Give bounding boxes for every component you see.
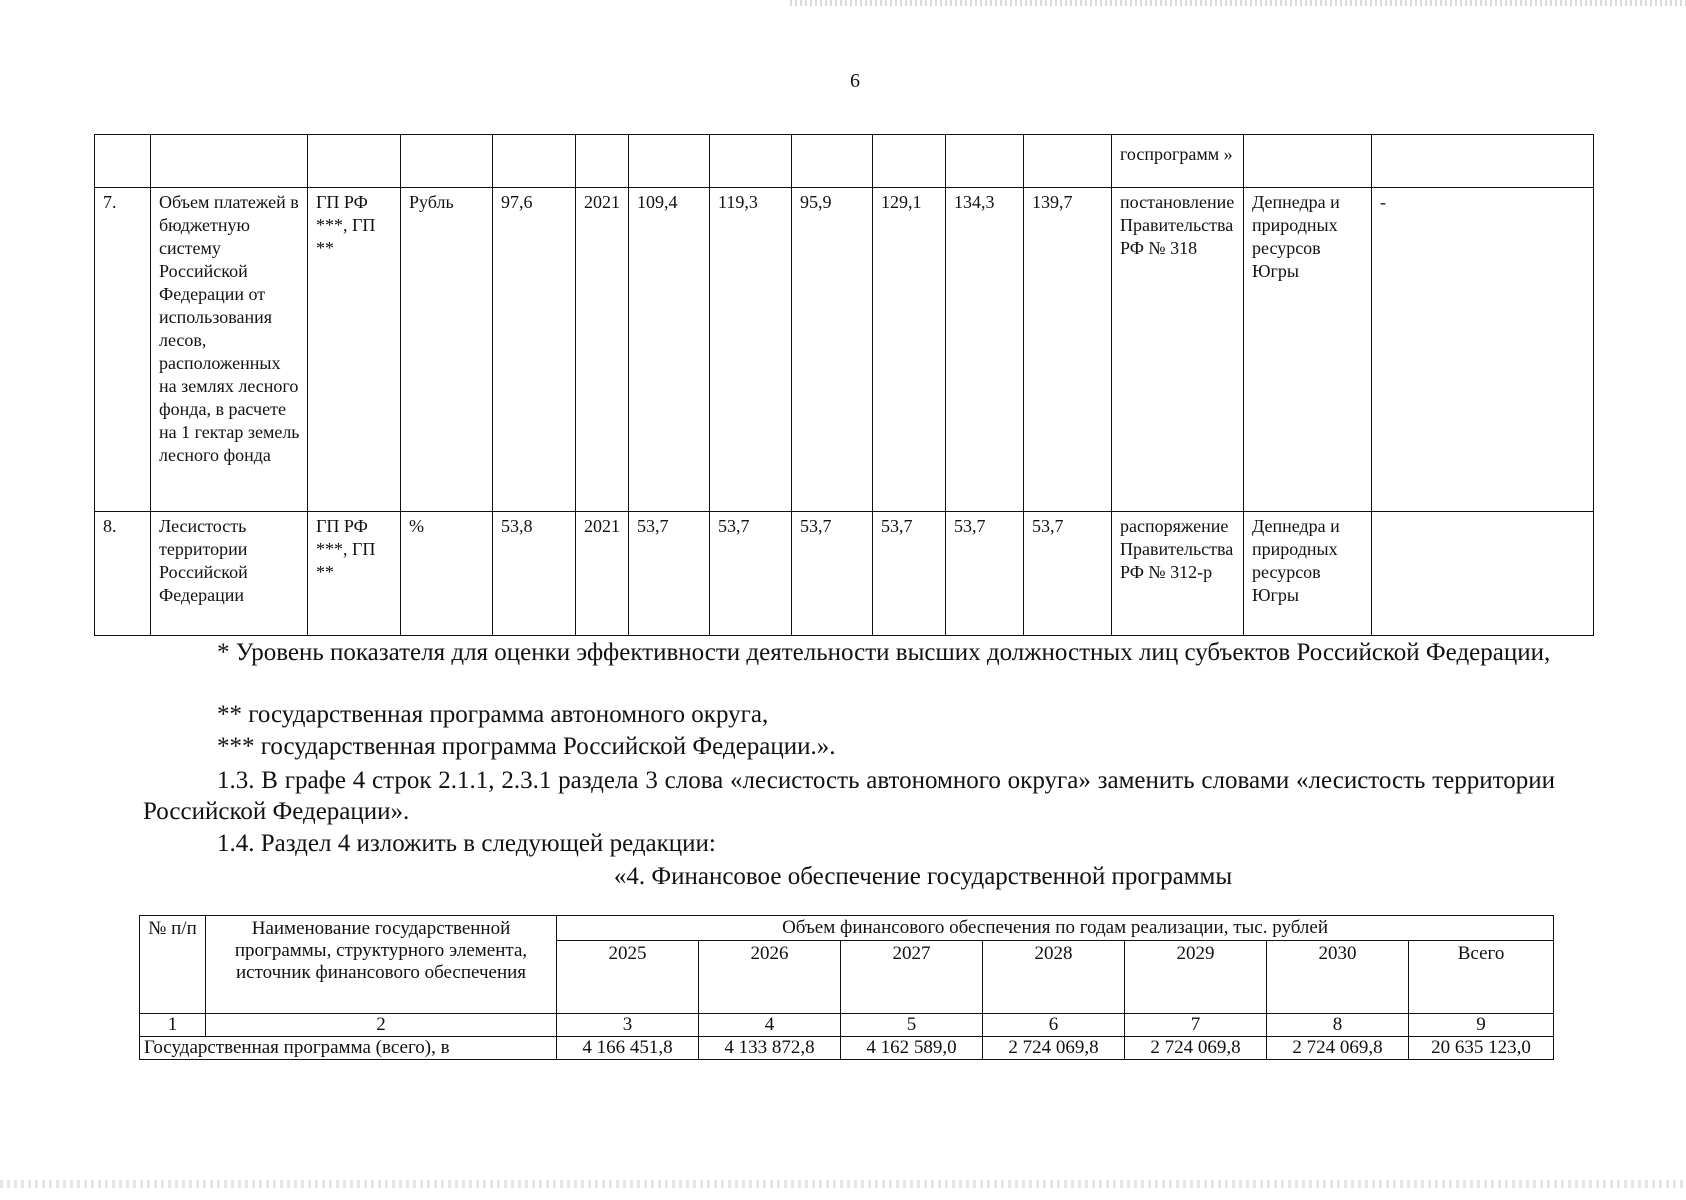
indicator-table	[94, 134, 1594, 636]
col-number: 2	[206, 1014, 557, 1037]
total-label: Государственная программа (всего), в	[140, 1037, 557, 1060]
cell-value: 129,1	[873, 188, 946, 512]
cell-base-year: 2021	[576, 188, 629, 512]
footnote-2: ** государственная программа автономного округа,	[217, 701, 769, 728]
cell-related	[1372, 512, 1594, 636]
finance-table	[139, 915, 1554, 1060]
cell-name: Объем платежей в бюджетную систему Российской Федерации от использования лесов, расположенных на землях лесного фонда, в расчете на 1 гектар земель лесного фонда	[151, 188, 308, 512]
header-name: Наименование государственной программы, структурного элемента, источник финансового обеспечения	[206, 916, 557, 1014]
cell-unit: %	[401, 512, 493, 636]
cell-value: 139,7	[1024, 188, 1112, 512]
col-number: 7	[1125, 1014, 1267, 1037]
cell-document-continuation: госпрограмм »	[1112, 135, 1244, 188]
total-value: 2 724 069,8	[1267, 1037, 1409, 1060]
total-value: 4 162 589,0	[841, 1037, 983, 1060]
cell-value: 53,7	[946, 512, 1024, 636]
total-value: 20 635 123,0	[1409, 1037, 1554, 1060]
cell-unit: Рубль	[401, 188, 493, 512]
cell-name: Лесистость территории Российской Федерации	[151, 512, 308, 636]
cell-level: ГП РФ ***, ГП **	[308, 512, 401, 636]
col-number: 1	[140, 1014, 206, 1037]
cell-responsible: Депнедра и природных ресурсов Югры	[1244, 512, 1372, 636]
header-num: № п/п	[140, 916, 206, 1014]
cell-value: 53,7	[792, 512, 873, 636]
cell-document: постановление Правительства РФ № 318	[1112, 188, 1244, 512]
cell-value: 53,7	[873, 512, 946, 636]
cell-level: ГП РФ ***, ГП **	[308, 188, 401, 512]
table-header-row	[140, 916, 1554, 941]
header-year: 2030	[1267, 941, 1409, 1014]
cell-base-year: 2021	[576, 512, 629, 636]
footnote-1: * Уровень показателя для оценки эффективности деятельности высших должностных лиц субъектов Российской Федерации,	[217, 639, 1551, 666]
total-value: 2 724 069,8	[1125, 1037, 1267, 1060]
footnote-3: *** государственная программа Российской Федерации.».	[217, 733, 836, 760]
cell-value: 119,3	[710, 188, 792, 512]
header-year: 2025	[557, 941, 699, 1014]
cell-document: распоряжение Правительства РФ № 312-р	[1112, 512, 1244, 636]
cell-base-value: 97,6	[493, 188, 576, 512]
col-number: 8	[1267, 1014, 1409, 1037]
col-number: 9	[1409, 1014, 1554, 1037]
col-number: 3	[557, 1014, 699, 1037]
section-heading: «4. Финансовое обеспечение государственной программы	[613, 863, 1233, 890]
header-year: 2029	[1125, 941, 1267, 1014]
cell-value: 109,4	[629, 188, 710, 512]
header-year: 2027	[841, 941, 983, 1014]
total-value: 4 166 451,8	[557, 1037, 699, 1060]
table-row-continuation	[95, 135, 1594, 188]
col-number: 4	[699, 1014, 841, 1037]
cell-num: 8.	[95, 512, 151, 636]
total-value: 2 724 069,8	[983, 1037, 1125, 1060]
table-row	[95, 188, 1594, 512]
cell-num: 7.	[95, 188, 151, 512]
total-value: 4 133 872,8	[699, 1037, 841, 1060]
cell-responsible: Депнедра и природных ресурсов Югры	[1244, 188, 1372, 512]
table-column-numbers	[140, 1014, 1554, 1037]
header-total: Всего	[1409, 941, 1554, 1014]
table-row	[95, 512, 1594, 636]
cell-value: 134,3	[946, 188, 1024, 512]
header-year: 2028	[983, 941, 1125, 1014]
cell-base-value: 53,8	[493, 512, 576, 636]
cell-value: 53,7	[710, 512, 792, 636]
header-group: Объем финансового обеспечения по годам реализации, тыс. рублей	[557, 916, 1554, 941]
col-number: 5	[841, 1014, 983, 1037]
header-year: 2026	[699, 941, 841, 1014]
page-number: 6	[850, 70, 860, 92]
paragraph-1-4: 1.4. Раздел 4 изложить в следующей редакции:	[217, 830, 716, 857]
paragraph-1-3: 1.3. В графе 4 строк 2.1.1, 2.3.1 раздела 3 слова «лесистость автономного округа» заменить словами «лесистость территории Российской Федерации».	[143, 767, 1555, 825]
cell-value: 53,7	[629, 512, 710, 636]
table-row-total	[140, 1037, 1554, 1060]
col-number: 6	[983, 1014, 1125, 1037]
cell-related: -	[1372, 188, 1594, 512]
scan-artifact-top	[790, 0, 1686, 6]
cell-value: 95,9	[792, 188, 873, 512]
scan-artifact-bottom	[0, 1180, 1686, 1188]
cell-value: 53,7	[1024, 512, 1112, 636]
